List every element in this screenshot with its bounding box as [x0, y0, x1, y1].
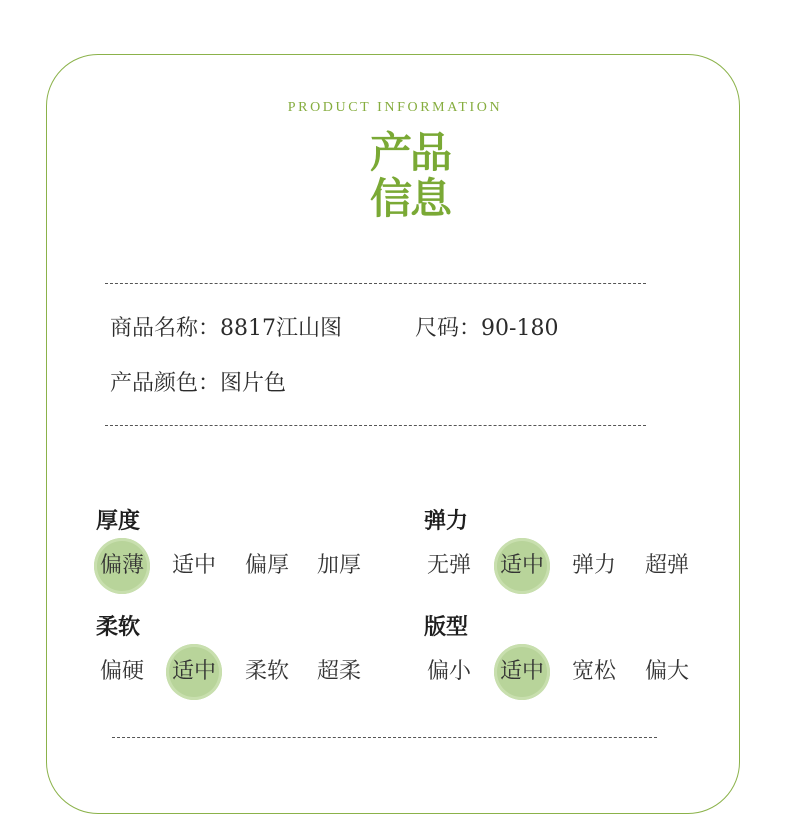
elasticity-option-stretch: 弹力: [571, 553, 616, 578]
product-name-label: 商品名称：: [110, 316, 221, 341]
size-label: 尺码：: [415, 316, 482, 341]
product-color-label: 产品颜色：: [110, 371, 221, 396]
softness-option-super-soft: 超柔: [316, 659, 361, 684]
thickness-option-thick: 偏厚: [244, 553, 289, 578]
elasticity-title: 弹力: [424, 509, 469, 534]
divider-top: [105, 283, 646, 284]
fit-option-small: 偏小: [426, 659, 471, 684]
elasticity-option-none: 无弹: [426, 553, 471, 578]
softness-option-medium: 适中: [166, 644, 222, 700]
fit-option-medium: 适中: [494, 644, 550, 700]
product-color-value: 图片色: [220, 371, 287, 396]
size-row: [415, 311, 558, 342]
product-color-row: [110, 366, 286, 397]
softness-title: 柔软: [96, 615, 141, 640]
fit-option-loose: 宽松: [571, 659, 616, 684]
thickness-title: 厚度: [96, 509, 141, 534]
divider-middle: [105, 425, 646, 426]
fit-option-large: 偏大: [644, 659, 689, 684]
softness-option-hard: 偏硬: [99, 659, 144, 684]
softness-option-soft: 柔软: [244, 659, 289, 684]
product-name-value: 8817江山图: [220, 316, 343, 341]
elasticity-option-super: 超弹: [644, 553, 689, 578]
section-title-line2: 信息: [369, 174, 450, 223]
divider-bottom: [112, 737, 657, 738]
thickness-option-thin: 偏薄: [94, 538, 150, 594]
fit-title: 版型: [424, 615, 469, 640]
elasticity-option-medium: 适中: [494, 538, 550, 594]
section-title-line1: 产品: [369, 128, 450, 177]
section-kicker: PRODUCT INFORMATION: [287, 100, 503, 115]
section-title: [355, 130, 465, 222]
thickness-option-medium: 适中: [171, 553, 216, 578]
product-name-row: [110, 311, 342, 342]
size-value: 90-180: [481, 316, 559, 341]
thickness-option-extra-thick: 加厚: [316, 553, 361, 578]
